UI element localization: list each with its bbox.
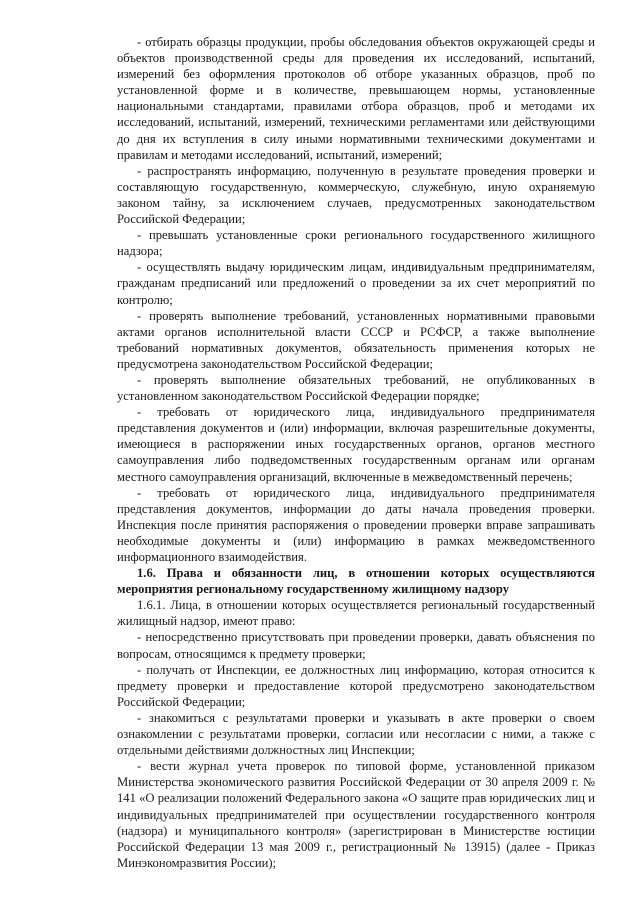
paragraph-documents-request: - требовать от юридического лица, индивидуального предпринимателя представления документов и (или) информации, включая разрешительные документы, имеющиеся в распоряжении иных государственных органов, органов местного самоуправления либо подведомственных государственным органам или органам местного самоуправления организаций, включенные в межведомственный перечень; (117, 405, 595, 484)
document-body (117, 34, 595, 871)
paragraph-ussr-acts: - проверять выполнение требований, установленных нормативными правовыми актами органов исполнительной власти СССР и РСФСР, а также выполнение требований нормативных документов, обязательность применения которых не предусмотрена законодательством Российской Федерации; (117, 308, 595, 371)
paragraph-unpublished: - проверять выполнение обязательных требований, не опубликованных в установленном законодательством Российской Федерации порядке; (117, 372, 595, 404)
section-heading-1-6: 1.6. Права и обязанности лиц, в отношении которых осуществляются мероприятия региональному государственному жилищному надзору (117, 566, 595, 597)
paragraph-review-results: - знакомиться с результатами проверки и указывать в акте проверки о своем ознакомлении с результатами проверки, согласии или несогласии с ними, а также с отдельными действиями должностных лиц Инспекции; (117, 710, 595, 758)
paragraph-deadlines: - превышать установленные сроки регионального государственного жилищного надзора; (117, 228, 595, 259)
paragraph-1-6-1: 1.6.1. Лица, в отношении которых осуществляется региональный государственный жилищный надзор, имеют право: (117, 598, 595, 629)
paragraph-disclosure: - распространять информацию, полученную в результате проведения проверки и составляющую государственную, коммерческую, служебную, иную охраняемую законом тайну, за исключением случаев, предусмотренных законодательством Российской Федерации; (117, 163, 595, 227)
paragraph-receive-info: - получать от Инспекции, ее должностных лиц информацию, которая относится к предмету проверки и предоставление которой предусмотрено законодательством Российской Федерации; (117, 662, 595, 709)
paragraph-sampling: - отбирать образцы продукции, пробы обследования объектов окружающей среды и объектов производственной среды для проведения их исследований, испытаний, измерений без оформления протоколов об отборе указанных образцов, проб по установленной форме и в количестве, превышающем нормы, установленные национальными стандартами, правилами отбора образцов, проб и методами их исследований, испытаний, измерений, техническими регламентами или действующими до дня их вступления в силу иными нормативными техническими документами и правилам и методами исследований, испытаний, измерений; (117, 35, 595, 162)
paragraph-orders: - осуществлять выдачу юридическим лицам, индивидуальным предпринимателям, гражданам предписаний или предложений о проведении за их счет мероприятий по контролю; (117, 260, 595, 307)
paragraph-journal: - вести журнал учета проверок по типовой форме, установленной приказом Министерства экономического развития Российской Федерации от 30 апреля 2009 г. № 141 «О реализации положений Федерального закона «О защите прав юридических лиц и индивидуальных предпринимателей при осуществлении государственного контроля (надзора) и муниципального контроля» (зарегистрирован в Министерстве юстиции Российской Федерации 13 мая 2009 г., регистрационный № 13915) (далее - Приказ Минэкономразвития России); (117, 759, 595, 870)
paragraph-before-inspection: - требовать от юридического лица, индивидуального предпринимателя представления документов, информации до даты начала проведения проверки. Инспекция после принятия распоряжения о проведении проверки вправе запрашивать необходимые документы и (или) информацию в рамках межведомственного информационного взаимодействия. (117, 485, 595, 564)
paragraph-attend: - непосредственно присутствовать при проведении проверки, давать объяснения по вопросам, относящимся к предмету проверки; (117, 630, 595, 661)
